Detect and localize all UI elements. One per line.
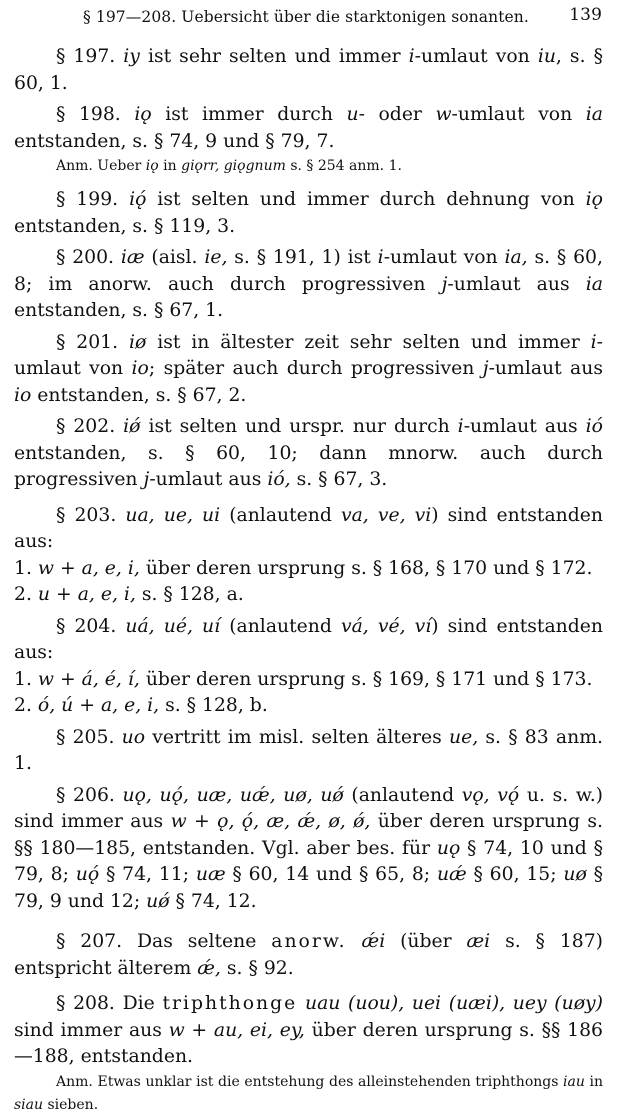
section-206: § 206. uǫ, uǫ́, uæ, uǽ, uø, uǿ (anlautend vǫ, vǫ́ u. s. w.) sind immer aus w + ǫ, ǫ́, æ, ǽ, ø, ǿ, über deren ursprung s. §§ 180—185, entstanden. Vgl. aber bes. für uǫ § 74, 10 und § 79, 8; uǫ́ § 74, 11; uæ § 60, 14 und § 65, 8; uǽ § 60, 15; uø § 79, 9 und 12; uǿ § 74, 12. bbox=[14, 784, 604, 912]
page-body bbox=[14, 44, 603, 1117]
section-203-item-1: 1. w + a, e, i, über deren ursprung s. § 168, § 170 und § 172. bbox=[14, 557, 593, 579]
section-203-item-2: 2. u + a, e, i, s. § 128, a. bbox=[14, 584, 244, 605]
section-208: § 208. Die triphthonge uau (uou), uei (uæi), uey (uøy) sind immer aus w + au, ei, ey, über deren ursprung s. §§ 186 —188, entstanden. bbox=[14, 993, 603, 1067]
section-207: § 207. Das seltene anorw. ǽi (über æi s. § 187) entspricht älterem ǽ, s. § 92. bbox=[14, 931, 603, 979]
section-204-item-2: 2. ó, ú + a, e, i, s. § 128, b. bbox=[14, 695, 268, 716]
section-199: § 199. iǫ́ ist selten und immer durch dehnung von iǫ entstanden, s. § 119, 3. bbox=[14, 189, 603, 237]
note-208: Anm. Etwas unklar ist die entstehung des alleinstehenden triphthongs iau in siau sieben. bbox=[14, 1073, 603, 1113]
page-number: 139 bbox=[569, 5, 602, 25]
section-204: § 204. uá, ué, uí (anlautend vá, vé, ví) sind entstanden aus: bbox=[14, 615, 603, 663]
section-200: § 200. iæ (aisl. ie, s. § 191, 1) ist i-umlaut von ia, s. § 60, 8; im anorw. auch durch progressiven j-umlaut aus ia entstanden, s. § 67, 1. bbox=[14, 247, 603, 321]
header-title: § 197—208. Uebersicht über die starktonigen sonanten. bbox=[83, 8, 529, 26]
section-204-item-1: 1. w + á, é, í, über deren ursprung s. § 169, § 171 und § 173. bbox=[14, 668, 593, 690]
note-198: Anm. Ueber iǫ in giǫrr, giǫgnum s. § 254 anm. 1. bbox=[56, 158, 402, 174]
running-header bbox=[0, 2, 620, 30]
section-197: § 197. iy ist sehr selten und immer i-umlaut von iu, s. § 60, 1. bbox=[14, 46, 603, 94]
section-202: § 202. iǿ ist selten und urspr. nur durch i-umlaut aus ió entstanden, s. § 60, 10; dann mnorw. auch durch progressiven j-umlaut aus ió, s. § 67, 3. bbox=[14, 416, 603, 490]
section-198: § 198. iǫ ist immer durch u- oder w-umlaut von ia entstanden, s. § 74, 9 und § 79, 7. bbox=[14, 104, 603, 152]
section-203: § 203. ua, ue, ui (anlautend va, ve, vi) sind entstanden aus: bbox=[14, 504, 603, 552]
section-205: § 205. uo vertritt im misl. selten älteres ue, s. § 83 anm. 1. bbox=[14, 726, 603, 774]
section-201: § 201. iø ist in ältester zeit sehr selten und immer i-umlaut von io; später auch durch progressiven j-umlaut aus io entstanden, s. § 67, 2. bbox=[14, 331, 603, 406]
